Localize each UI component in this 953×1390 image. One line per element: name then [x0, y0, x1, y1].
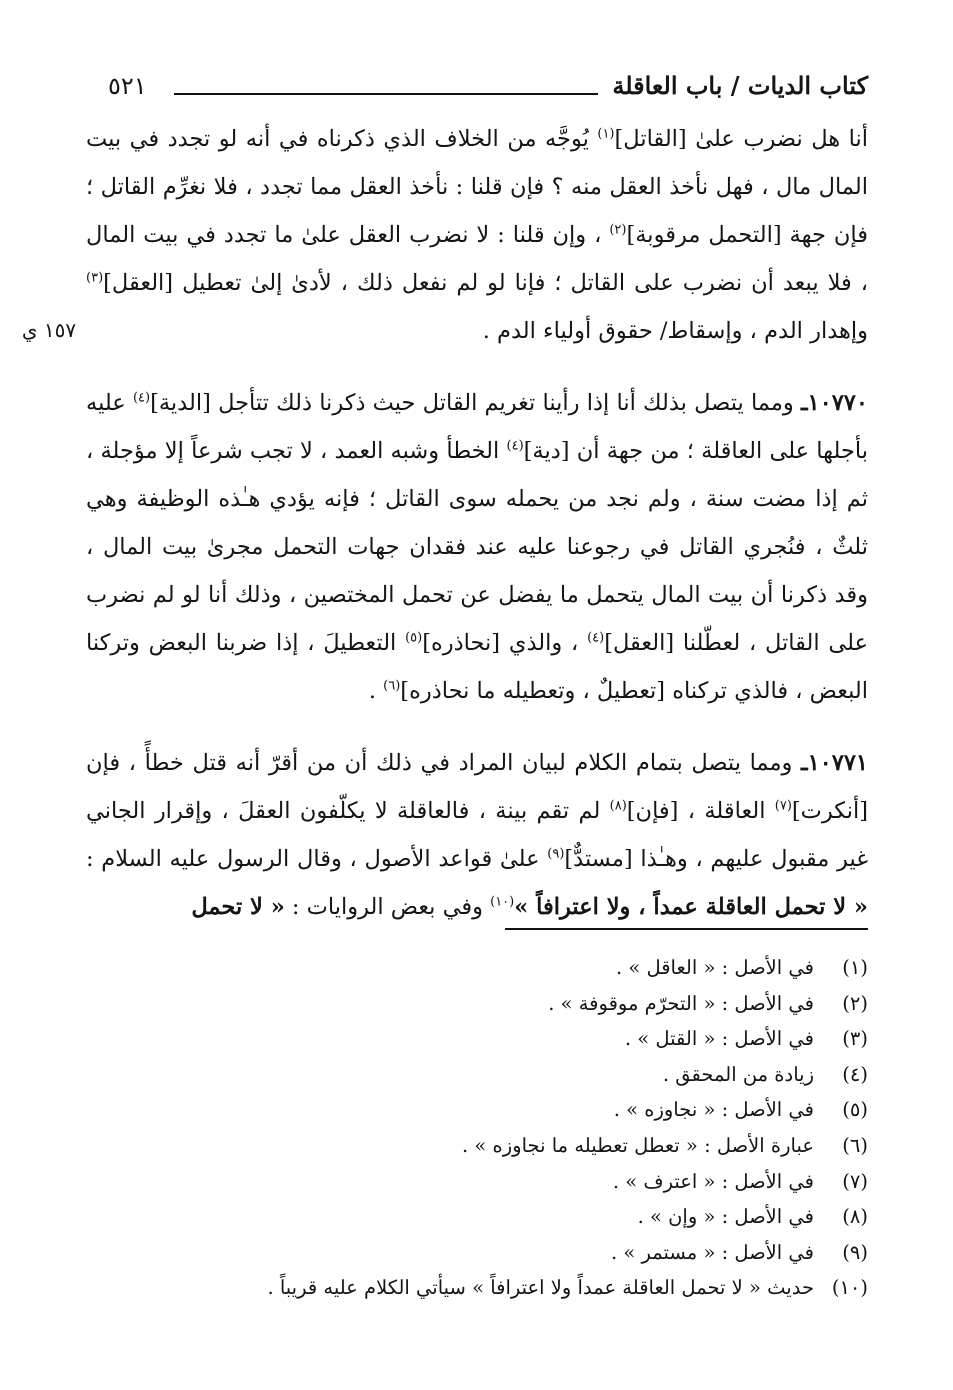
text-run: ومما يتصل بتمام الكلام لبيان المراد في ذلك أن من أقرّ أنه قتل خطأً ، فإن [أنكرت] — [86, 750, 868, 824]
footnote-marker: (٩) — [547, 846, 565, 862]
header-rule — [174, 93, 598, 95]
text-run: . — [368, 678, 384, 704]
issue-number: ١٠٧٧١ـ — [800, 750, 868, 776]
footnote-number: (٣) — [842, 1027, 868, 1051]
text-run: وفي بعض الروايات : — [284, 894, 491, 920]
footnotes — [160, 950, 868, 1306]
footnote-item — [160, 1235, 868, 1271]
paragraph — [86, 379, 868, 715]
footnote-marker: (٢) — [609, 222, 627, 238]
issue-number: ١٠٧٧٠ـ — [800, 390, 868, 416]
footnote-number: (٧) — [842, 1169, 868, 1193]
footnote-item — [160, 950, 868, 986]
text-run: ، وإن قلنا : لا نضرب العقل علىٰ ما تجدد في بيت المال ، فلا يبعد أن نضرب على القاتل ؛ فإنا لو لم نفعل ذلك ، لأدىٰ إلىٰ تعطيل [العقل] — [86, 222, 868, 296]
text-run: علىٰ قواعد الأصول ، وقال الرسول عليه السلام : — [86, 846, 548, 872]
text-run: أنا هل نضرب علىٰ [القاتل] — [614, 126, 868, 152]
main-text — [86, 115, 868, 931]
text-run: التعطيلَ ، إذا ضربنا البعض وتركنا البعض ، فالذي تركناه [تعطيلٌ ، وتعطيله ما نحاذره] — [86, 630, 868, 704]
footnote-marker: (٤) — [587, 630, 605, 646]
footnote-item — [160, 1164, 868, 1200]
footnote-text: في الأصل : « اعترف » . — [612, 1169, 814, 1193]
footnote-marker: (٤) — [506, 438, 524, 454]
paragraph — [86, 115, 868, 355]
footnote-item — [160, 1092, 868, 1128]
paragraph — [86, 739, 868, 931]
page-number: ٥٢١ — [108, 72, 147, 100]
footnote-marker: (١٠) — [490, 894, 515, 910]
hadith-quote: « لا تحمل — [191, 894, 285, 920]
footnote-number: (٤) — [842, 1062, 868, 1086]
footnote-number: (٦) — [842, 1133, 868, 1157]
footnote-text: زيادة من المحقق . — [662, 1062, 814, 1086]
footnote-marker: (٤) — [132, 390, 151, 406]
footnote-marker: (٨) — [609, 798, 627, 814]
footnote-text: حديث « لا تحمل العاقلة عمداً ولا اعترافاً » سيأتي الكلام عليه قريباً . — [267, 1276, 814, 1300]
footnote-item — [160, 986, 868, 1022]
footnote-marker: (٥) — [405, 630, 423, 646]
text-run: يُوجَّه من الخلاف الذي ذكرناه في أنه لو تجدد في بيت المال مال ، فهل نأخذ العقل منه ؟ فإن قلنا : نأخذ العقل مما تجدد ، فلا نغرِّم القاتل ؛ فإن جهة [التحمل مرقوبة] — [86, 126, 868, 248]
footnote-number: (٩) — [842, 1240, 868, 1264]
text-run: ومما يتصل بذلك أنا إذا رأينا تغريم القاتل حيث ذكرنا ذلك تتأجل [الدية] — [150, 390, 801, 416]
page-header — [108, 66, 868, 106]
footnote-item — [160, 1199, 868, 1235]
footnote-text: في الأصل : « نجاوزه » . — [613, 1098, 814, 1122]
hadith-quote: « لا تحمل العاقلة عمداً ، ولا اعترافاً » — [514, 894, 868, 920]
footnote-text: في الأصل : « العاقل » . — [615, 956, 814, 979]
text-run: وإهدار الدم ، وإسقاط/ حقوق أولياء الدم . — [482, 318, 868, 344]
footnote-text: في الأصل : « وإن » . — [637, 1205, 814, 1229]
footnote-text: في الأصل : « مستمر » . — [610, 1240, 814, 1264]
footnote-number: (٨) — [842, 1205, 868, 1229]
footnote-separator — [505, 928, 868, 930]
footnote-text: عبارة الأصل : « تعطل تعطيله ما نجاوزه » . — [462, 1133, 814, 1157]
footnote-item — [160, 1021, 868, 1057]
footnote-item — [160, 1057, 868, 1093]
margin-manuscript-reference: ١٥٧ ي — [21, 318, 77, 342]
text-run: عليه بأجلها على العاقلة ؛ من جهة أن [دية] — [86, 390, 868, 464]
footnote-item — [160, 1128, 868, 1164]
footnote-marker: (١) — [597, 126, 615, 142]
text-run: ، والذي [نحاذره] — [422, 630, 588, 656]
footnote-number: (١) — [842, 956, 868, 979]
footnote-marker: (٣) — [86, 270, 104, 286]
footnote-marker: (٧) — [774, 798, 792, 814]
footnote-number: (١٠) — [831, 1276, 868, 1300]
running-title: كتاب الديات / باب العاقلة — [612, 71, 868, 100]
text-run: لم تقم بينة ، فالعاقلة لا يكلّفون العقلَ ، وإقرار الجاني غير مقبول عليهم ، وهـٰذا [مستدٌّ] — [86, 798, 868, 872]
footnote-number: (٢) — [842, 991, 868, 1015]
footnote-text: في الأصل : « التحرّم موقوفة » . — [548, 991, 814, 1015]
text-run: الخطأ وشبه العمد ، لا تجب شرعاً إلا مؤجلة ، ثم إذا مضت سنة ، ولم نجد من يحمله سوى القاتل ؛ فإنه يؤدي هـٰذه الوظيفة وهي ثلثٌ ، فنُجري القاتل في رجوعنا عليه عند فقدان جهات التحمل مجرىٰ بيت المال ، وقد ذكرنا أن بيت المال يتحمل ما يفضل عن تحمل المختصين ، وذلك أنا لو لم نضرب على القاتل ، لعطّلنا [العقل] — [86, 438, 869, 656]
text-run: العاقلة ، [فإن] — [626, 798, 775, 824]
footnote-number: (٥) — [842, 1098, 868, 1122]
footnote-text: في الأصل : « القتل » . — [624, 1027, 814, 1051]
footnote-marker: (٦) — [383, 678, 401, 694]
footnote-item — [160, 1270, 868, 1306]
